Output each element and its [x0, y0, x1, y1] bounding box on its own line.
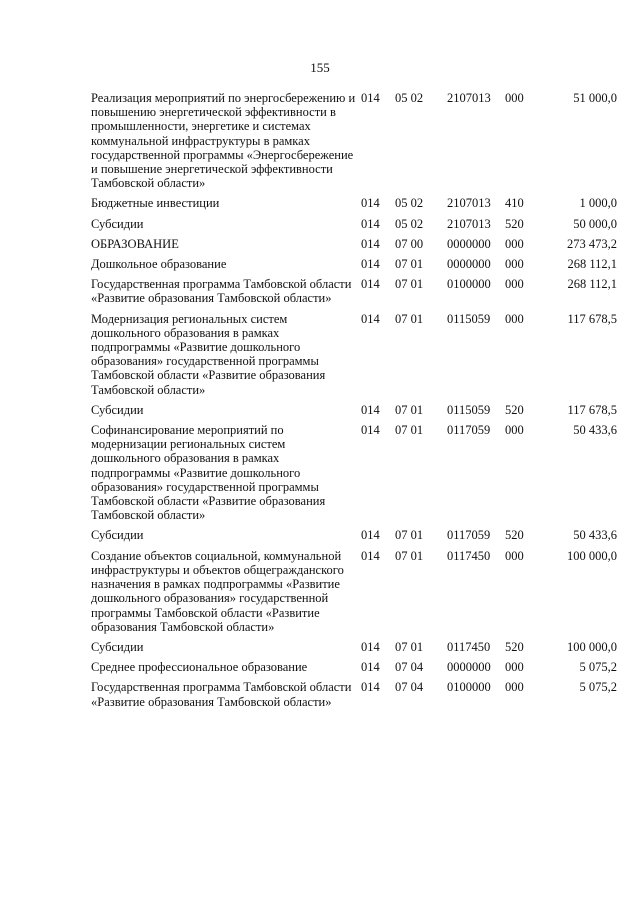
row-amount: 268 112,1: [567, 257, 617, 272]
table-row: [91, 403, 617, 423]
row-section-code: 07 00: [395, 236, 424, 251]
row-name: ОБРАЗОВАНИЕ: [91, 236, 179, 251]
table-row: [91, 312, 617, 403]
row-ministry-code: 014: [361, 680, 380, 695]
row-name: Создание объектов социальной, коммунальной инфраструктуры и объектов общегражданского назначения в рамках подпрограммы «Развитие дошкольного образования» государственной программы Тамбовской области «Развитие образования Тамбовской области»: [91, 548, 344, 634]
row-target-code: 0100000: [447, 680, 491, 695]
row-ministry-code: 014: [361, 196, 380, 211]
row-name: Софинансирование мероприятий по модернизации региональных систем дошкольного образования в рамках подпрограммы «Развитие дошкольного образования» государственной программы Тамбовской области «Развитие образования Тамбовской области»: [91, 423, 326, 523]
row-amount: 117 678,5: [567, 402, 617, 417]
row-section-code: 07 01: [395, 257, 424, 272]
row-amount: 117 678,5: [567, 311, 617, 326]
row-section-code: 07 04: [395, 660, 424, 675]
row-target-code: 2107013: [447, 91, 491, 105]
row-ministry-code: 014: [361, 216, 380, 231]
row-target-code: 0115059: [447, 402, 491, 417]
row-section-code: 07 01: [395, 311, 424, 326]
row-ministry-code: 014: [361, 660, 380, 675]
table-row: [91, 423, 617, 528]
row-name: Государственная программа Тамбовской области «Развитие образования Тамбовской области»: [91, 680, 352, 709]
table-row: [91, 528, 617, 548]
row-ministry-code: 014: [361, 639, 380, 654]
row-expense-type-code: 520: [505, 528, 524, 543]
row-amount: 51 000,0: [573, 91, 617, 105]
row-expense-type-code: 000: [505, 311, 524, 326]
row-target-code: 0000000: [447, 660, 491, 675]
row-section-code: 07 01: [395, 423, 424, 438]
row-section-code: 07 04: [395, 680, 424, 695]
row-section-code: 05 02: [395, 216, 424, 231]
table-row: [91, 196, 617, 216]
row-ministry-code: 014: [361, 91, 380, 105]
row-ministry-code: 014: [361, 277, 380, 292]
row-expense-type-code: 000: [505, 660, 524, 675]
row-amount: 1 000,0: [579, 196, 617, 211]
table-row: [91, 680, 617, 714]
row-amount: 50 000,0: [573, 216, 617, 231]
row-section-code: 05 02: [395, 196, 424, 211]
row-name: Субсидии: [91, 639, 144, 654]
row-name: Среднее профессиональное образование: [91, 660, 308, 675]
row-ministry-code: 014: [361, 236, 380, 251]
row-expense-type-code: 000: [505, 277, 524, 292]
row-target-code: 0100000: [447, 277, 491, 292]
row-amount: 268 112,1: [567, 277, 617, 292]
page-number: 155: [310, 60, 330, 75]
row-ministry-code: 014: [361, 402, 380, 417]
row-amount: 273 473,2: [567, 236, 617, 251]
row-amount: 100 000,0: [567, 548, 617, 563]
table-row: [91, 660, 617, 680]
row-expense-type-code: 520: [505, 402, 524, 417]
row-amount: 50 433,6: [573, 528, 617, 543]
row-name: Субсидии: [91, 402, 144, 417]
row-expense-type-code: 520: [505, 639, 524, 654]
row-name: Дошкольное образование: [91, 257, 227, 272]
row-section-code: 07 01: [395, 402, 424, 417]
table-row: [91, 91, 617, 196]
row-target-code: 2107013: [447, 216, 491, 231]
row-amount: 5 075,2: [579, 660, 617, 675]
row-section-code: 07 01: [395, 639, 424, 654]
row-expense-type-code: 000: [505, 236, 524, 251]
row-target-code: 0000000: [447, 257, 491, 272]
row-target-code: 0117450: [447, 639, 491, 654]
row-expense-type-code: 000: [505, 548, 524, 563]
row-expense-type-code: 000: [505, 91, 524, 105]
row-amount: 100 000,0: [567, 639, 617, 654]
row-expense-type-code: 000: [505, 680, 524, 695]
row-target-code: 0117059: [447, 528, 491, 543]
row-target-code: 2107013: [447, 196, 491, 211]
row-section-code: 07 01: [395, 277, 424, 292]
table-row: [91, 549, 617, 640]
budget-table-body: [91, 91, 617, 715]
row-ministry-code: 014: [361, 528, 380, 543]
row-target-code: 0117059: [447, 423, 491, 438]
row-name: Бюджетные инвестиции: [91, 196, 220, 211]
table-row: [91, 640, 617, 660]
table-row: [91, 257, 617, 277]
row-expense-type-code: 410: [505, 196, 524, 211]
row-target-code: 0115059: [447, 311, 491, 326]
budget-table: [91, 91, 617, 715]
row-expense-type-code: 000: [505, 423, 524, 438]
row-expense-type-code: 000: [505, 257, 524, 272]
row-ministry-code: 014: [361, 311, 380, 326]
table-row: [91, 277, 617, 311]
row-ministry-code: 014: [361, 423, 380, 438]
row-name: Реализация мероприятий по энергосбережению и повышению энергетической эффективности в промышленности, энергетике и системах коммунальной инфраструктуры в рамках государственной программы «Энергосбережение и повышение энергетической эффективности Тамбовской области»: [91, 91, 356, 191]
row-name: Субсидии: [91, 216, 144, 231]
row-amount: 5 075,2: [579, 680, 617, 695]
table-row: [91, 237, 617, 257]
row-amount: 50 433,6: [573, 423, 617, 438]
row-name: Модернизация региональных систем дошкольного образования в рамках подпрограммы «Развитие дошкольного образования» государственной программы Тамбовской области «Развитие образования Тамбовской области»: [91, 311, 326, 397]
row-name: Государственная программа Тамбовской области «Развитие образования Тамбовской области»: [91, 277, 352, 306]
row-section-code: 07 01: [395, 548, 424, 563]
row-target-code: 0000000: [447, 236, 491, 251]
row-ministry-code: 014: [361, 548, 380, 563]
row-section-code: 07 01: [395, 528, 424, 543]
row-section-code: 05 02: [395, 91, 424, 105]
table-row: [91, 217, 617, 237]
row-expense-type-code: 520: [505, 216, 524, 231]
row-target-code: 0117450: [447, 548, 491, 563]
row-ministry-code: 014: [361, 257, 380, 272]
row-name: Субсидии: [91, 528, 144, 543]
